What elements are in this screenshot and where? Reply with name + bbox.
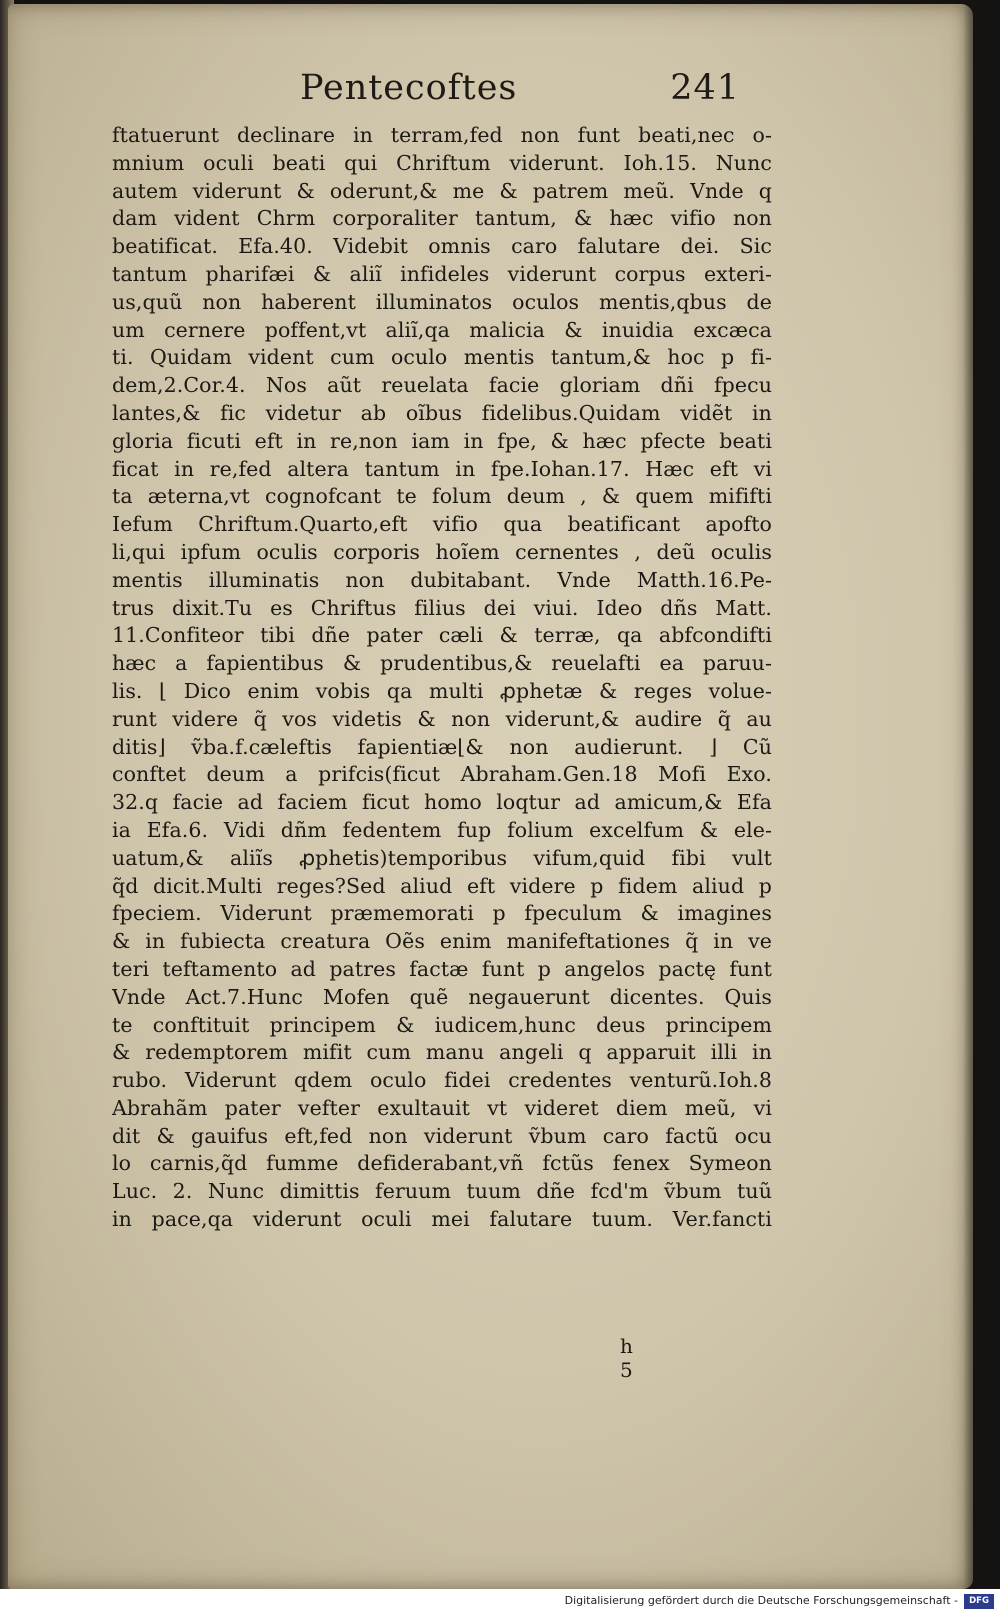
text-line: tantum pharifæi & aliĩ infideles viderunt corpus exteri-: [112, 261, 772, 286]
text-line: lantes,& fic videtur ab oĩbus fidelibus.Quidam vidẽt in: [112, 400, 772, 425]
text-line: & redemptorem mifit cum manu angeli q apparuit illi in: [112, 1040, 772, 1065]
text-line: ia Efa.6. Vidi dñm fedentem fup folium excelfum & ele-: [112, 817, 772, 842]
text-line: us,quũ non haberent illuminatos oculos mentis,qbus de: [112, 289, 772, 314]
text-line: uatum,& aliĩs ꝓphetis)temporibus vifum,quid fibi vult: [112, 845, 772, 870]
text-line: teri teftamento ad patres factæ funt p angelos pactę funt: [112, 956, 772, 981]
page-number: 241: [670, 68, 740, 108]
text-line: q̃d dicit.Multi reges?Sed aliud eft videre p fidem aliud p: [112, 873, 772, 898]
text-line: gloria ficuti eft in re,non iam in fpe, & hæc pfecte beati: [112, 428, 772, 453]
text-line: trus dixit.Tu es Chriftus filius dei viui. Ideo dñs Matt.: [112, 595, 772, 620]
text-line: 11.Confiteor tibi dñe pater cæli & terræ, qa abfcondifti: [112, 623, 772, 648]
text-line: 32.q facie ad faciem ficut homo loqtur ad amicum,& Efa: [112, 790, 772, 815]
dfg-logo: DFG: [964, 1594, 994, 1609]
text-line: hæc a fapientibus & prudentibus,& reuelafti ea paruu-: [112, 651, 772, 676]
running-title: Pentecoftes: [300, 68, 518, 108]
text-block: [112, 122, 772, 1234]
text-line: in pace,qa viderunt oculi mei falutare tuum. Ver.fancti: [112, 1207, 772, 1232]
text-line: ti. Quidam vident cum oculo mentis tantum,& hoc p fi-: [112, 345, 772, 370]
text-line: runt videre q̃ vos videtis & non viderunt,& audire q̃ au: [112, 706, 772, 731]
text-line: autem viderunt & oderunt,& me & patrem meũ. Vnde q: [112, 178, 772, 203]
text-line: Luc. 2. Nunc dimittis feruum tuum dñe fcd'm ṽbum tuũ: [112, 1179, 772, 1204]
text-line: fpeciem. Viderunt præmemorati p fpeculum & imagines: [112, 901, 772, 926]
text-line: dam vident Chrm corporaliter tantum, & hæc vifio non: [112, 206, 772, 231]
text-line: Vnde Act.7.Hunc Mofen quẽ negauerunt dicentes. Quis: [112, 984, 772, 1009]
text-line: ftatuerunt declinare in terram,fed non funt beati,nec o-: [112, 123, 772, 147]
text-line: lo carnis,q̃d fumme defiderabant,vñ fctũs fenex Symeon: [112, 1151, 772, 1176]
text-line: rubo. Viderunt qdem oculo fidei credentes venturũ.Ioh.8: [112, 1068, 772, 1093]
text-line: & in fubiecta creatura Oẽs enim manifeftationes q̃ in ve: [112, 929, 772, 954]
signature-mark: h 5: [620, 1334, 651, 1382]
text-line: beatificat. Efa.40. Videbit omnis caro falutare dei. Sic: [112, 234, 772, 259]
text-line: Iefum Chriftum.Quarto,eft vifio qua beatificant apofto: [112, 512, 772, 537]
text-line: mentis illuminatis non dubitabant. Vnde Matth.16.Pe-: [112, 567, 772, 592]
text-line: conftet deum a prifcis(ficut Abraham.Gen.18 Mofi Exo.: [112, 762, 772, 787]
text-line: ditis⌋ ṽba.f.cæleftis fapientiæ⌊& non audierunt. ⌋ Cũ: [112, 734, 772, 759]
text-line: te conftituit principem & iudicem,hunc deus principem: [112, 1012, 772, 1037]
text-line: dit & gauifus eft,fed non viderunt ṽbum caro factũ ocu: [112, 1123, 772, 1148]
running-head: [300, 68, 740, 118]
page-edge-shadow: [963, 4, 973, 1589]
text-line: mnium oculi beati qui Chriftum viderunt. Ioh.15. Nunc: [112, 150, 772, 175]
text-line: Abrahãm pater vefter exultauit vt videret diem meũ, vi: [112, 1095, 772, 1120]
text-line: dem,2.Cor.4. Nos aũt reuelata facie gloriam dñi fpecu: [112, 373, 772, 398]
digitization-footer: [0, 1589, 1000, 1615]
funding-credit: Digitalisierung gefördert durch die Deutsche Forschungsgemeinschaft -: [564, 1594, 958, 1607]
text-line: ta æterna,vt cognofcant te folum deum , & quem mififti: [112, 484, 772, 509]
text-line: um cernere poffent,vt aliĩ,qa malicia & inuidia excæca: [112, 317, 772, 342]
text-line: ficat in re,fed altera tantum in fpe.Iohan.17. Hæc eft vi: [112, 456, 772, 481]
text-line: lis. ⌊ Dico enim vobis qa multi ꝓphetæ & reges volue-: [112, 678, 772, 703]
text-line: li,qui ipfum oculis corporis hoĩem cernentes , deũ oculis: [112, 539, 772, 564]
